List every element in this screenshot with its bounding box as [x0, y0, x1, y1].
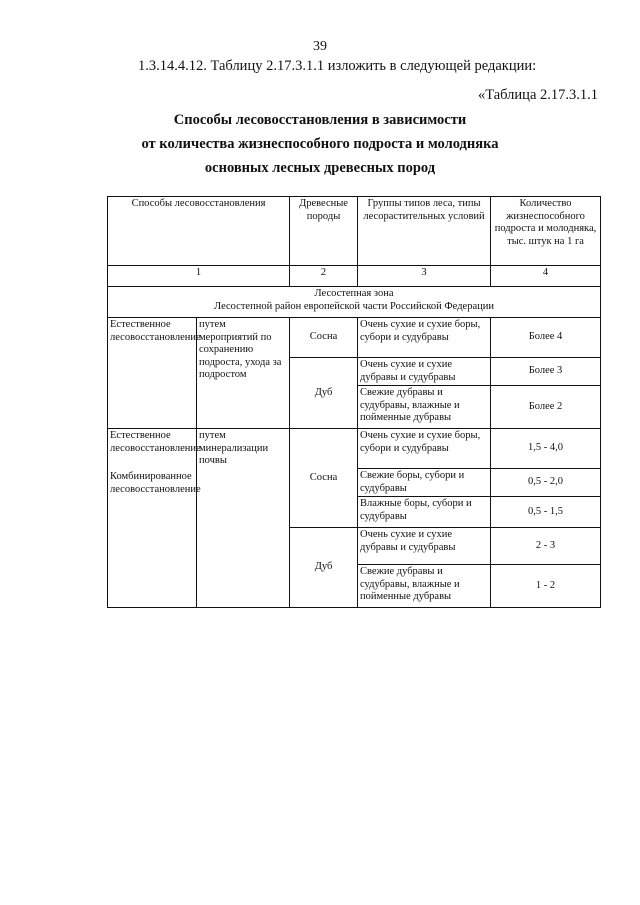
quantity-cell: 1,5 - 4,0	[491, 429, 601, 469]
column-number: 2	[290, 266, 358, 287]
column-number: 4	[491, 266, 601, 287]
quantity-cell: Более 3	[491, 358, 601, 386]
species-cell: Дуб	[290, 528, 358, 608]
species-cell: Сосна	[290, 429, 358, 528]
zone-cell	[108, 287, 601, 318]
forest-type-cell: Очень сухие и сухие боры, субори и судубравы	[358, 429, 491, 469]
document-title	[0, 108, 640, 180]
quantity-cell: 2 - 3	[491, 528, 601, 565]
table-reference: «Таблица 2.17.3.1.1	[477, 87, 598, 103]
forest-restoration-table	[107, 196, 601, 608]
page-number: 39	[313, 39, 327, 54]
column-number: 3	[358, 266, 491, 287]
table-header-row	[108, 197, 601, 266]
zone-name: Лесостепная зона	[314, 288, 394, 299]
header-cell-species: Древесные породы	[290, 197, 358, 266]
method-cell: Естественное лесовосстановление	[108, 318, 197, 429]
header-cell-forest-types: Группы типов леса, типы лесорастительных условий	[358, 197, 491, 266]
table-row	[108, 429, 601, 469]
quantity-cell: Более 2	[491, 386, 601, 429]
title-line: Способы лесовосстановления в зависимости	[173, 112, 467, 128]
quantity-cell: 0,5 - 1,5	[491, 497, 601, 528]
means-cell: путем мероприятий по сохранению подроста, ухода за подростом	[197, 318, 290, 429]
method-combined: Комбинированное лесовосстановление	[110, 471, 201, 495]
zone-row	[108, 287, 601, 318]
forest-type-cell: Свежие дубравы и судубравы, влажные и пойменные дубравы	[358, 565, 491, 608]
forest-type-cell: Очень сухие и сухие боры, субори и судубравы	[358, 318, 491, 358]
species-cell: Дуб	[290, 358, 358, 429]
table-row	[108, 318, 601, 358]
species-cell: Сосна	[290, 318, 358, 358]
forest-type-cell: Свежие дубравы и судубравы, влажные и пойменные дубравы	[358, 386, 491, 429]
quantity-cell: 0,5 - 2,0	[491, 469, 601, 497]
forest-type-cell: Свежие боры, субори и судубравы	[358, 469, 491, 497]
column-number: 1	[108, 266, 290, 287]
method-natural: Естественное лесовосстановление	[110, 430, 201, 454]
method-cell	[108, 429, 201, 608]
forest-type-cell: Влажные боры, субори и судубравы	[358, 497, 491, 528]
title-line: основных лесных древесных пород	[204, 160, 436, 176]
header-cell-quantity: Количество жизнеспособного подроста и молодняка, тыс. штук на 1 га	[491, 197, 601, 266]
zone-region: Лесостепной район европейской части Российской Федерации	[214, 300, 494, 312]
instruction-text: 1.3.14.4.12. Таблицу 2.17.3.1.1 изложить в следующей редакции:	[138, 58, 537, 74]
forest-type-cell: Очень сухие и сухие дубравы и судубравы	[358, 528, 491, 565]
header-cell-methods: Способы лесовосстановления	[108, 197, 290, 266]
forest-type-cell: Очень сухие и сухие дубравы и судубравы	[358, 358, 491, 386]
title-line: от количества жизнеспособного подроста и молодняка	[141, 136, 499, 152]
column-number-row	[108, 266, 601, 287]
means-cell: путем минерализации почвы	[197, 429, 290, 608]
quantity-cell: Более 4	[491, 318, 601, 358]
quantity-cell: 1 - 2	[491, 565, 601, 608]
